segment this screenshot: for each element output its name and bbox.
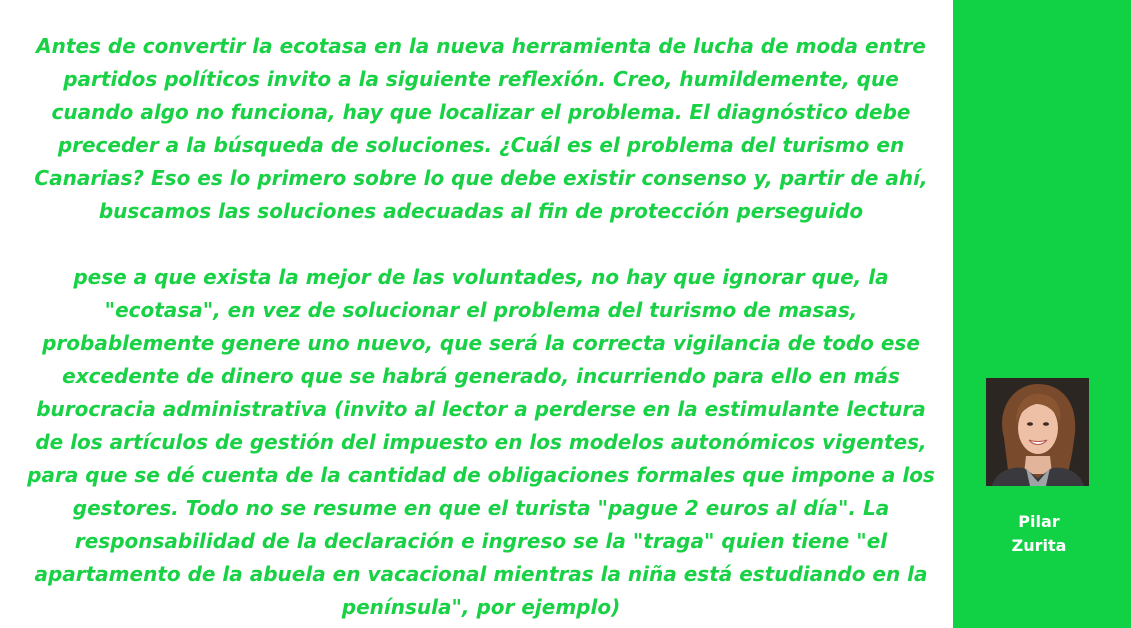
- avatar: [986, 378, 1089, 486]
- author-first-name: Pilar: [1018, 512, 1060, 531]
- author-last-name: Zurita: [1011, 536, 1067, 555]
- quote-paragraph-2: pese a que exista la mejor de las voluntades, no hay que ignorar que, la "ecotasa", en vez de solucionar el problema del turismo de masas, probablemente genere uno nuevo, que será la correcta vigilancia de todo ese excedente de dinero que se habrá generado, incurriendo para ello en más burocracia administrativa (invito al lector a perderse en la estimulante lectura de los artículos de gestión del impuesto en los modelos autonómicos vigentes, para que se dé cuenta de la cantidad de obligaciones formales que impone a los gestores. Todo no se resume en que el turista "pague 2 euros al día". La responsabilidad de la declaración e ingreso se la "traga" quien tiene "el apartamento de la abuela en vacacional mientras la niña está estudiando en la península", por ejemplo): [27, 265, 935, 619]
- author-sidebar: [953, 0, 1131, 628]
- quote-text-block: [20, 30, 942, 619]
- quote-paragraph-1: Antes de convertir la ecotasa en la nueva herramienta de lucha de moda entre partidos políticos invito a la siguiente reflexión. Creo, humildemente, que cuando algo no funciona, hay que localizar el problema. El diagnóstico debe preceder a la búsqueda de soluciones. ¿Cuál es el problema del turismo en Canarias? Eso es lo primero sobre lo que debe existir consenso y, partir de ahí, buscamos las soluciones adecuadas al fin de protección perseguido: [34, 34, 928, 223]
- author-portrait-icon: [986, 378, 1089, 486]
- author-name: [953, 510, 1125, 558]
